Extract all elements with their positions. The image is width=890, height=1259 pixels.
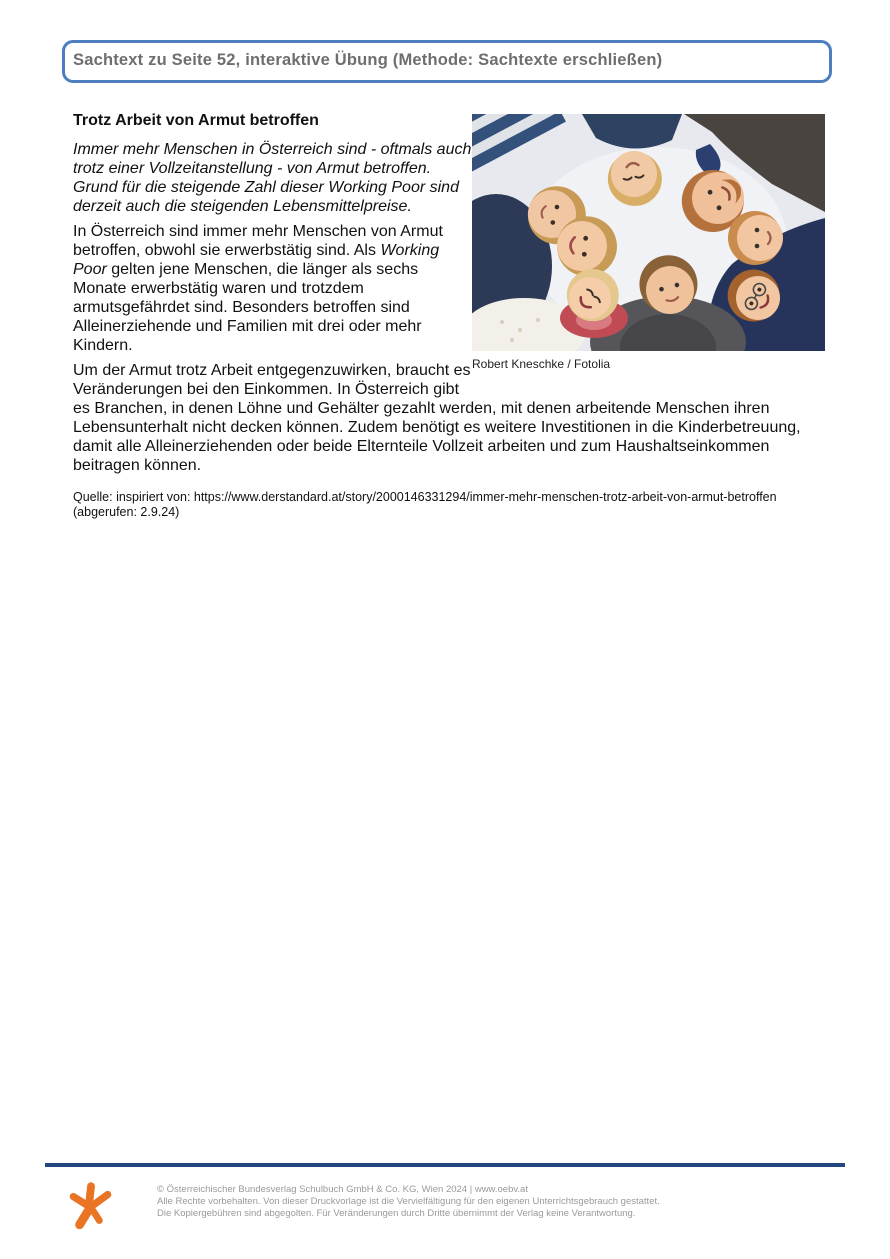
family-photo — [472, 114, 825, 351]
paragraph-2-text: In Österreich sind immer mehr Menschen von Armut betroffen, obwohl sie erwerbstätig sind. Als — [73, 223, 443, 259]
page-title: Sachtext zu Seite 52, interaktive Übung (Methode: Sachtexte erschließen) — [73, 51, 663, 69]
paragraph-2-text-continued: gelten jene Menschen, die länger als sechs Monate erwerbstätig waren und trotzdem armutsgefährdet sind. Besonders betroffen sind Alleinerziehende und Familien mit drei oder mehr Kindern. — [73, 261, 422, 354]
oebv-logo-icon — [64, 1181, 116, 1233]
footer-line-1: © Österreichischer Bundesverlag Schulbuch GmbH & Co. KG, Wien 2024 | www.oebv.at — [157, 1184, 528, 1195]
working-poor-term: Working Poor — [73, 242, 440, 278]
family-photo-figure — [472, 114, 825, 371]
article-heading: Trotz Arbeit von Armut betroffen — [73, 112, 319, 129]
article-content — [73, 111, 825, 520]
header-title-box — [62, 40, 832, 83]
footer-imprint — [157, 1184, 660, 1220]
source-citation: Quelle: inspiriert von: https://www.derstandard.at/story/2000146331294/immer-mehr-menschen-trotz-arbeit-von-armut-betroffen (abgerufen: 2.9.24) — [73, 490, 777, 519]
lead-paragraph: Immer mehr Menschen in Österreich sind - oftmals auch trotz einer Vollzeitanstellung - von Armut betroffen. Grund für die steigende Zahl dieser Working Poor sind derzeit auch die steigenden Lebensmittelpreise. — [73, 141, 472, 215]
footer-divider — [45, 1163, 845, 1167]
photo-credit: Robert Kneschke / Fotolia — [472, 357, 611, 371]
paragraph-3: Um der Armut trotz Arbeit entgegenzuwirken, braucht es Veränderungen bei den Einkommen. In Österreich gibt es Branchen, in denen Löhne und Gehälter gezahlt werden, mit denen arbeitende Menschen ihren Lebensunterhalt nicht decken können. Zudem benötigt es weitere Investitionen in die Kinderbetreuung, damit alle Alleinerziehenden oder beide Elternteile Vollzeit arbeiten und zum Haushaltseinkommen beitragen können. — [73, 362, 801, 474]
footer-line-3: Die Kopiergebühren sind abgegolten. Für Veränderungen durch Dritte übernimmt der Verlag keine Verantwortung. — [157, 1208, 636, 1219]
footer-line-2: Alle Rechte vorbehalten. Von dieser Druckvorlage ist die Vervielfältigung für den eigenen Unterrichtsgebrauch gestattet. — [157, 1196, 660, 1207]
